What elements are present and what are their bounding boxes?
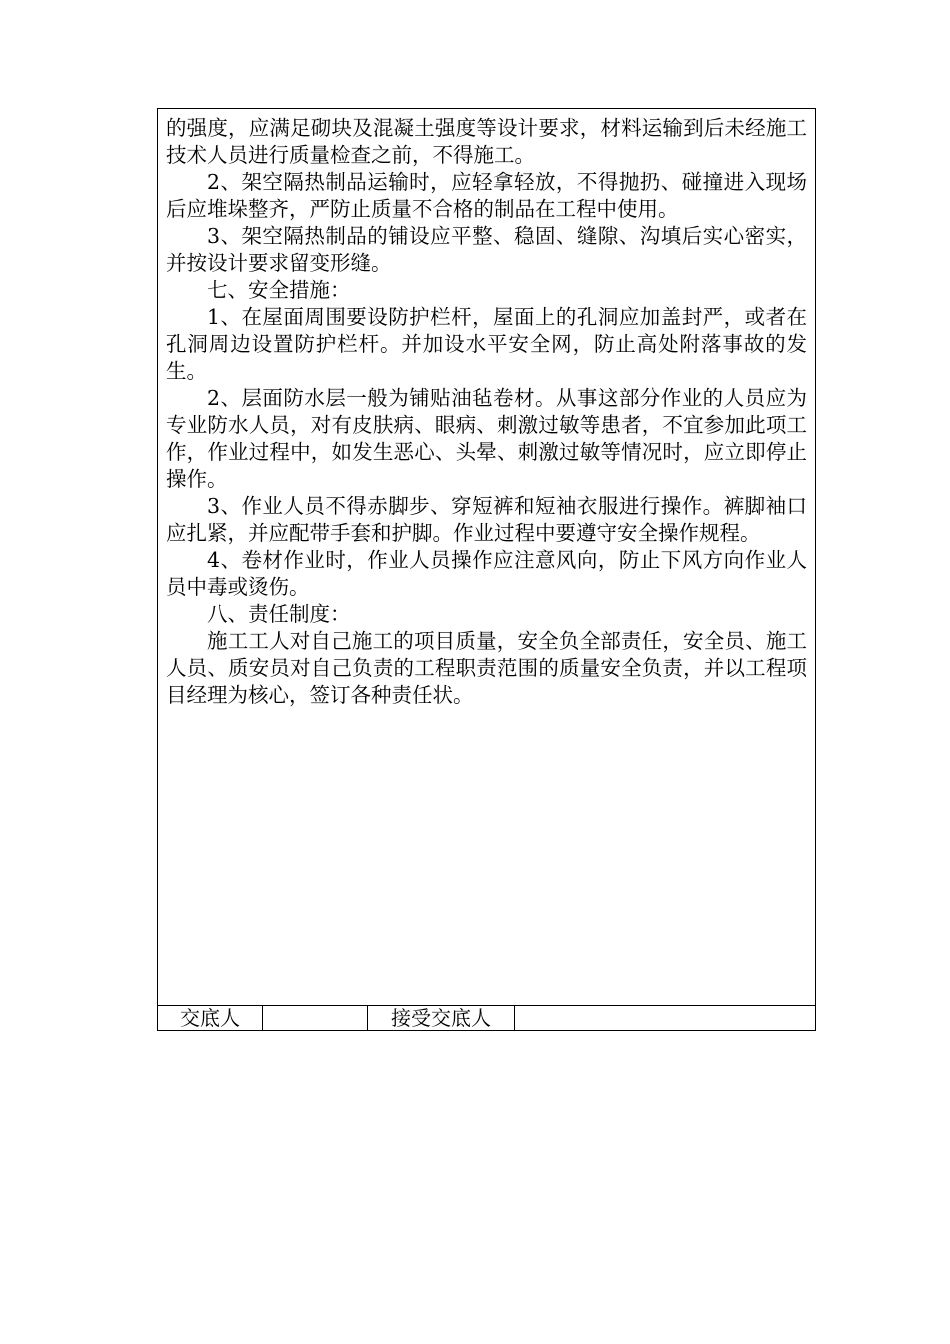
paragraph: 的强度，应满足砌块及混凝土强度等设计要求，材料运输到后未经施工技术人员进行质量检查之前，不得施工。 — [166, 116, 808, 167]
content-cell — [158, 109, 816, 1006]
paragraph: 3、架空隔热制品的铺设应平整、稳固、缝隙、沟填后实心密实，并按设计要求留变形缝。 — [166, 224, 808, 275]
document-body — [158, 109, 815, 709]
handover-label: 交底人 — [158, 1006, 263, 1031]
receiver-label: 接受交底人 — [368, 1006, 515, 1031]
section-heading-safety: 七、安全措施： — [207, 278, 351, 302]
paragraph: 1、在屋面周围要设防护栏杆，屋面上的孔洞应加盖封严，或者在孔洞周边设置防护栏杆。并加设水平安全网，防止高处附落事故的发生。 — [166, 305, 808, 383]
paragraph: 3、作业人员不得赤脚步、穿短裤和短袖衣服进行操作。裤脚袖口应扎紧，并应配带手套和护脚。作业过程中要遵守安全操作规程。 — [166, 494, 808, 545]
section-heading-responsibility: 八、责任制度： — [207, 602, 351, 626]
receiver-value-field[interactable] — [515, 1006, 816, 1031]
paragraph: 2、架空隔热制品运输时，应轻拿轻放，不得抛扔、碰撞进入现场后应堆垛整齐，严防止质量不合格的制品在工程中使用。 — [166, 170, 808, 221]
handover-value-field[interactable] — [263, 1006, 368, 1031]
paragraph: 2、层面防水层一般为铺贴油毡卷材。从事这部分作业的人员应为专业防水人员，对有皮肤病、眼病、刺激过敏等患者，不宜参加此项工作，作业过程中，如发生恶心、头晕、刺激过敏等情况时，应立即停止操作。 — [166, 386, 808, 491]
paragraph: 4、卷材作业时，作业人员操作应注意风向，防止下风方向作业人员中毒或烫伤。 — [166, 548, 808, 599]
paragraph: 施工工人对自己施工的项目质量，安全负全部责任，安全员、施工人员、质安员对自己负责的工程职责范围的质量安全负责，并以工程项目经理为核心，签订各种责任状。 — [166, 629, 808, 707]
content-row — [158, 109, 816, 1006]
handover-table — [157, 108, 816, 1031]
signature-row — [158, 1006, 816, 1031]
